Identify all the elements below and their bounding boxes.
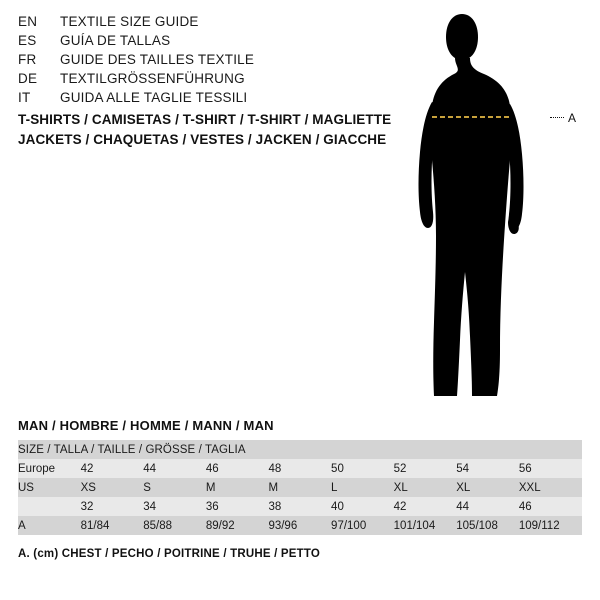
cell: 38 (268, 497, 331, 516)
cell: 56 (519, 459, 582, 478)
cell: 44 (143, 459, 206, 478)
table-header-row (18, 440, 582, 459)
language-text: GUIDA ALLE TAGLIE TESSILI (60, 90, 248, 105)
language-row (18, 14, 358, 33)
measure-label-a: A (568, 111, 577, 125)
cell: 109/112 (519, 516, 582, 535)
cell: 105/108 (456, 516, 519, 535)
language-text: GUIDE DES TAILLES TEXTILE (60, 52, 255, 67)
cell: L (331, 478, 394, 497)
row-label (18, 497, 81, 516)
cell: 46 (206, 459, 269, 478)
cell: M (206, 478, 269, 497)
cell: 89/92 (206, 516, 269, 535)
cell: XS (81, 478, 144, 497)
cell: 54 (456, 459, 519, 478)
cell: XL (456, 478, 519, 497)
cell: XXL (519, 478, 582, 497)
table-row (18, 516, 582, 535)
body-figure (400, 10, 600, 410)
table-row (18, 459, 582, 478)
cell: 97/100 (331, 516, 394, 535)
cell: S (143, 478, 206, 497)
category-jackets: JACKETS / CHAQUETAS / VESTES / JACKEN / GIACCHE (18, 132, 387, 147)
table-row (18, 497, 582, 516)
cell: 42 (81, 459, 144, 478)
language-code: FR (18, 52, 37, 67)
cell: 42 (394, 497, 457, 516)
garment-categories (18, 110, 398, 150)
cell: 46 (519, 497, 582, 516)
cell: M (268, 478, 331, 497)
male-silhouette-icon (400, 10, 600, 410)
cell: 50 (331, 459, 394, 478)
table-header-label: SIZE / TALLA / TAILLE / GRÖSSE / TAGLIA (18, 440, 582, 459)
cell: 52 (394, 459, 457, 478)
row-label: A (18, 516, 81, 535)
size-table (18, 440, 582, 535)
cell: 101/104 (394, 516, 457, 535)
language-row (18, 33, 358, 52)
language-row (18, 90, 358, 109)
cell: 36 (206, 497, 269, 516)
language-text: TEXTILE SIZE GUIDE (60, 14, 199, 29)
language-code: EN (18, 14, 38, 29)
cell: 40 (331, 497, 394, 516)
language-code: ES (18, 33, 37, 48)
cell: 32 (81, 497, 144, 516)
table-footnote: A. (cm) CHEST / PECHO / POITRINE / TRUHE / PETTO (18, 548, 321, 560)
cell: 44 (456, 497, 519, 516)
language-list (18, 14, 358, 109)
cell: 93/96 (268, 516, 331, 535)
cell: 34 (143, 497, 206, 516)
row-label: Europe (18, 459, 81, 478)
language-row (18, 52, 358, 71)
language-text: GUÍA DE TALLAS (60, 33, 171, 48)
row-label: US (18, 478, 81, 497)
cell: XL (394, 478, 457, 497)
language-text: TEXTILGRÖSSENFÜHRUNG (60, 71, 245, 86)
measure-leader-line (550, 117, 564, 118)
category-tshirts: T-SHIRTS / CAMISETAS / T-SHIRT / T-SHIRT / MAGLIETTE (18, 112, 392, 127)
table-row (18, 478, 582, 497)
cell: 48 (268, 459, 331, 478)
cell: 81/84 (81, 516, 144, 535)
table-group-heading: MAN / HOMBRE / HOMME / MANN / MAN (18, 418, 274, 433)
language-code: IT (18, 90, 31, 105)
language-row (18, 71, 358, 90)
language-code: DE (18, 71, 38, 86)
cell: 85/88 (143, 516, 206, 535)
